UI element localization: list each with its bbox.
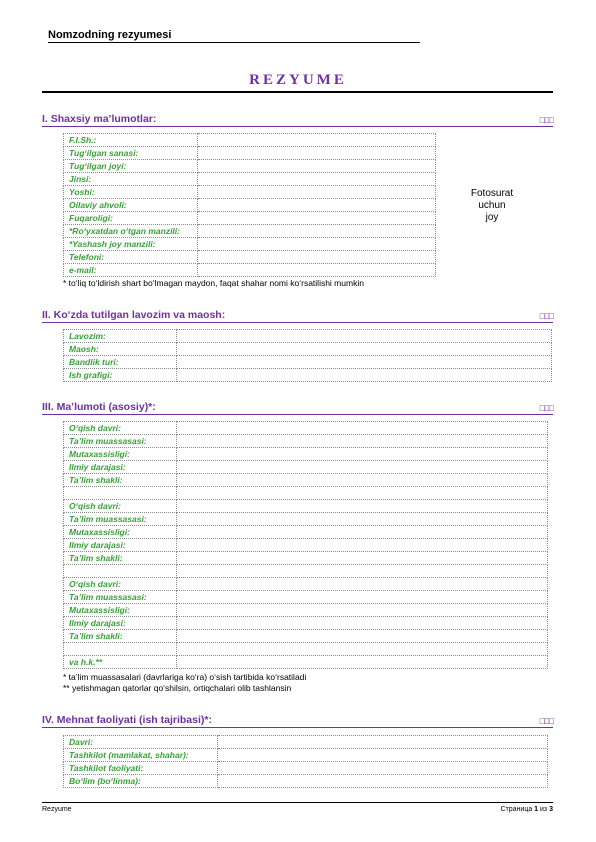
field-value-cell[interactable] [177, 487, 548, 500]
field-label: Bo‘lim (bo‘linma): [64, 775, 218, 788]
field-value-cell[interactable] [177, 500, 548, 513]
field-label: Ilmiy darajasi: [64, 617, 177, 630]
field-value-cell[interactable] [177, 630, 548, 643]
table-row [64, 565, 548, 578]
table-row [64, 422, 548, 435]
table-row [64, 251, 436, 264]
field-value-cell[interactable] [177, 461, 548, 474]
page-label: Страница [500, 806, 535, 813]
candidate-resume-heading: Nomzodning rezyumesi [48, 29, 420, 43]
table-row [64, 630, 548, 643]
field-value-cell[interactable] [177, 369, 552, 382]
work-experience-table [63, 735, 548, 788]
field-label: O‘qish davri: [64, 422, 177, 435]
title-divider [42, 91, 553, 93]
field-label: Ta’lim muassasasi: [64, 591, 177, 604]
table-row [64, 578, 548, 591]
field-value-cell[interactable] [177, 591, 548, 604]
table-row [64, 212, 436, 225]
field-value-cell[interactable] [198, 212, 436, 225]
section-title: III. Ma’lumoti (asosiy)*: [42, 401, 156, 413]
table-row [64, 238, 436, 251]
table-row [64, 617, 548, 630]
field-label [64, 487, 177, 500]
table-row [64, 656, 548, 669]
field-label: Oilaviy ahvoli: [64, 199, 198, 212]
field-label: *Yashash joy manzili: [64, 238, 198, 251]
field-value-cell[interactable] [177, 343, 552, 356]
field-value-cell[interactable] [177, 330, 552, 343]
current-page: 1 [534, 806, 539, 813]
education-note-1: * ta’lim muassasalari (davrlariga ko‘ra) o‘sish tartibida ko‘rsatiladi [63, 672, 307, 682]
field-label: Ta’lim shakli: [64, 474, 177, 487]
field-label: Mutaxassisligi: [64, 526, 177, 539]
field-value-cell[interactable] [177, 356, 552, 369]
table-row [64, 487, 548, 500]
table-row [64, 435, 548, 448]
field-value-cell[interactable] [177, 604, 548, 617]
field-label: Jinsi: [64, 173, 198, 186]
field-value-cell[interactable] [177, 617, 548, 630]
field-label: Davri: [64, 736, 218, 749]
field-label: Ta’lim muassasasi: [64, 513, 177, 526]
field-label: Telefoni: [64, 251, 198, 264]
page-of-label: из [538, 806, 550, 813]
field-label: Yoshi: [64, 186, 198, 199]
table-row [64, 330, 552, 343]
table-row [64, 264, 436, 277]
field-label: Ilmiy darajasi: [64, 461, 177, 474]
document-title: REZYUME [249, 72, 347, 88]
field-value-cell[interactable] [218, 736, 548, 749]
table-row [64, 736, 548, 749]
field-label: Bandlik turi: [64, 356, 177, 369]
field-value-cell[interactable] [198, 251, 436, 264]
photo-label-line: joy [485, 212, 499, 223]
section-education-header [42, 401, 553, 415]
table-row [64, 461, 548, 474]
field-value-cell[interactable] [198, 264, 436, 277]
table-row [64, 643, 548, 656]
field-label: Mutaxassisligi: [64, 448, 177, 461]
table-row [64, 526, 548, 539]
table-row [64, 356, 552, 369]
table-row [64, 199, 436, 212]
field-label: Fuqaroligi: [64, 212, 198, 225]
section-marks-icon: □□□ [539, 403, 553, 413]
field-value-cell[interactable] [198, 186, 436, 199]
field-label: e-mail: [64, 264, 198, 277]
section-title: II. Ko‘zda tutilgan lavozim va maosh: [42, 309, 226, 321]
table-row [64, 160, 436, 173]
table-row [64, 343, 552, 356]
field-value-cell[interactable] [177, 539, 548, 552]
table-row [64, 591, 548, 604]
section-title: IV. Mehnat faoliyati (ish tajribasi)*: [42, 714, 212, 726]
footer-divider [42, 802, 553, 803]
field-value-cell[interactable] [177, 448, 548, 461]
photo-label-line: Fotosurat [470, 188, 514, 199]
personal-info-table [63, 133, 436, 277]
table-row [64, 513, 548, 526]
field-label [64, 643, 177, 656]
field-value-cell[interactable] [198, 147, 436, 160]
field-value-cell[interactable] [177, 565, 548, 578]
table-row [64, 448, 548, 461]
field-value-cell[interactable] [198, 238, 436, 251]
section-work-header [42, 714, 553, 728]
table-row [64, 147, 436, 160]
section-marks-icon: □□□ [539, 716, 553, 726]
footer-doc-name: Rezyume [42, 806, 72, 813]
field-label: Tug‘ilgan joyi: [64, 160, 198, 173]
field-label: *Ro‘yxatdan o‘tgan manzili: [64, 225, 198, 238]
field-label: Ta’lim muassasasi: [64, 435, 177, 448]
field-value-cell[interactable] [177, 643, 548, 656]
table-row [64, 474, 548, 487]
table-row [64, 749, 548, 762]
table-row [64, 369, 552, 382]
field-label: Mutaxassisligi: [64, 604, 177, 617]
field-value-cell[interactable] [177, 656, 548, 669]
table-row [64, 604, 548, 617]
field-value-cell[interactable] [177, 578, 548, 591]
field-value-cell[interactable] [218, 749, 548, 762]
field-label: Ilmiy darajasi: [64, 539, 177, 552]
footer-page-number [501, 806, 554, 813]
field-value-cell[interactable] [177, 526, 548, 539]
photo-label-line: uchun [478, 200, 506, 211]
field-value-cell[interactable] [218, 775, 548, 788]
section-marks-icon: □□□ [539, 115, 553, 125]
field-value-cell[interactable] [218, 762, 548, 775]
table-row [64, 775, 548, 788]
education-table [63, 421, 548, 669]
field-value-cell[interactable] [198, 225, 436, 238]
position-table [63, 329, 552, 382]
table-row [64, 500, 548, 513]
field-value-cell[interactable] [177, 422, 548, 435]
table-row [64, 762, 548, 775]
table-row [64, 552, 548, 565]
field-label: Maosh: [64, 343, 177, 356]
field-value-cell[interactable] [177, 435, 548, 448]
table-row [64, 225, 436, 238]
field-value-cell[interactable] [177, 552, 548, 565]
field-label [64, 565, 177, 578]
field-label: Ta’lim shakli: [64, 552, 177, 565]
table-row [64, 539, 548, 552]
field-label: F.I.Sh.: [64, 134, 198, 147]
education-note-2: ** yetishmagan qatorlar qo‘shilsin, ortiqchalari olib tashlansin [63, 683, 292, 693]
field-value-cell[interactable] [198, 160, 436, 173]
table-row [64, 134, 436, 147]
field-label: Tashkilot faoliyati: [64, 762, 218, 775]
photo-placeholder [456, 188, 528, 224]
field-label: Tug‘ilgan sanasi: [64, 147, 198, 160]
field-label: O‘qish davri: [64, 578, 177, 591]
total-pages: 3 [549, 806, 553, 813]
field-label: Tashkilot (mamlakat, shahar): [64, 749, 218, 762]
personal-info-note: * to‘liq to‘ldirish shart bo‘lmagan maydon, faqat shahar nomi ko‘rsatilishi mumkin [63, 278, 364, 288]
section-marks-icon: □□□ [539, 311, 553, 321]
section-position-header [42, 309, 553, 323]
field-label: va h.k.** [64, 656, 177, 669]
section-personal-header [42, 113, 553, 127]
field-value-cell[interactable] [198, 134, 436, 147]
table-row [64, 173, 436, 186]
field-label: Ta’lim shakli: [64, 630, 177, 643]
section-title: I. Shaxsiy ma’lumotlar: [42, 113, 157, 125]
field-value-cell[interactable] [177, 474, 548, 487]
field-label: Lavozim: [64, 330, 177, 343]
table-row [64, 186, 436, 199]
field-value-cell[interactable] [198, 173, 436, 186]
field-value-cell[interactable] [177, 513, 548, 526]
field-label: O‘qish davri: [64, 500, 177, 513]
field-label: Ish grafigi: [64, 369, 177, 382]
field-value-cell[interactable] [198, 199, 436, 212]
